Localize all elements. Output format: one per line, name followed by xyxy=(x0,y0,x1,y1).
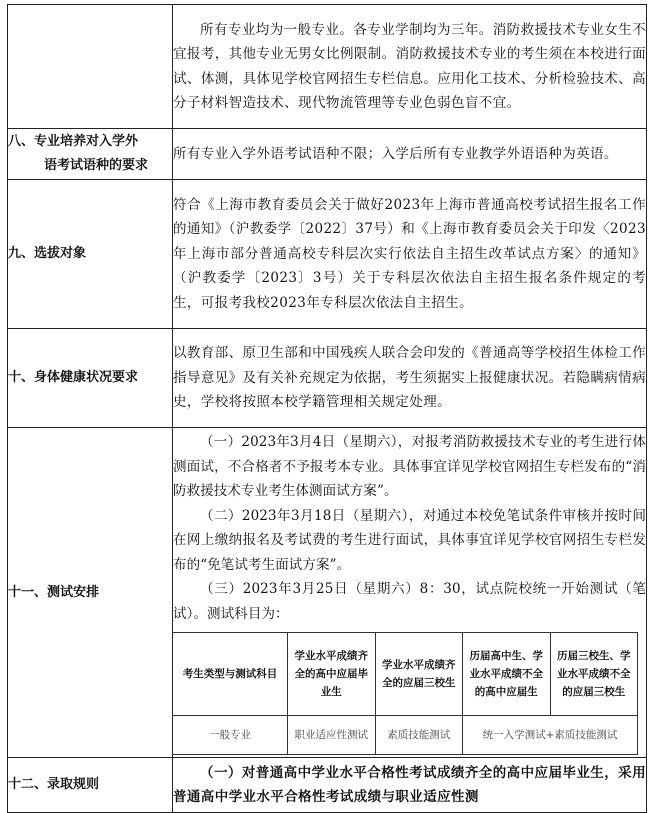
row-health-requirements xyxy=(8,329,647,428)
header-cell: 学业水平成绩齐全的高中应届毕业生 xyxy=(288,633,376,716)
row-label-empty xyxy=(8,5,173,129)
header-cell: 历届三校生、学业水平成绩不全的应届三校生 xyxy=(550,633,638,716)
value-cell: 统一入学测试+素质技能测试 xyxy=(463,716,638,755)
selection-target-content: 符合《上海市教育委员会关于做好2023年上海市普通高校考试招生报名工作的通知》（沪教委学〔2022〕37号）和《上海市教育委员会关于印发〈2023年上海市部分普通高校专科层次实行依法自主招生改革试点方案〉的通知》（沪教委学〔2023〕3号）关于专科层次依法自主招生报名条件规定的考生，可报考我校2023年专科层次依法自主招生。 xyxy=(173,180,647,329)
row-test-schedule xyxy=(8,428,647,758)
test-schedule-label: 十一、测试安排 xyxy=(8,428,173,758)
row-label-cell: 一般专业 xyxy=(173,716,288,755)
test-subjects-value-row xyxy=(173,716,638,755)
admission-rules-content: （一）对普通高中学业水平合格性考试成绩齐全的高中应届毕业生，采用普通高中学业水平合格性考试成绩与职业适应性测 xyxy=(173,758,647,813)
value-cell: 素质技能测试 xyxy=(375,716,463,755)
row-foreign-language xyxy=(8,129,647,180)
value-cell: 职业适应性测试 xyxy=(288,716,376,755)
schedule-item-2: （二）2023年3月18日（星期六），对通过本校免笔试条件审核并按时间在网上缴纳报名及考试费的考生进行面试，具体事宜详见学校官网招生专栏发布的“免笔试考生面试方案”。 xyxy=(173,507,646,573)
header-cell: 考生类型与测试科目 xyxy=(173,633,288,716)
health-requirements-content: 以教育部、原卫生部和中国残疾人联合会印发的《普通高等学校招生体检工作指导意见》及有关补充规定为依据，考生须据实上报健康状况。若隐瞒病情病史，学校将按照本校学籍管理相关规定处理。 xyxy=(173,329,647,428)
majors-content: 所有专业均为一般专业。各专业学制均为三年。消防救援技术专业女生不宜报考，其他专业无男女比例限制。消防救援技术专业的考生须在本校进行面试、体测，具体见学校官网招生专栏信息。应用化工技术、分析检验技术、高分子材料智造技术、现代物流管理等专业色弱色盲不宜。 xyxy=(173,5,647,129)
schedule-item-3: （三）2023年3月25日（星期六）8：30，试点院校统一开始测试（笔试）。测试科目为： xyxy=(173,581,646,622)
test-schedule-content xyxy=(173,428,647,758)
test-subjects-header-row xyxy=(173,633,638,716)
schedule-item-1: （一）2023年3月4日（星期六），对报考消防救援技术专业的考生进行体测面试，不合格者不予报考本专业。具体事宜详见学校官网招生专栏发布的“消防救援技术专业考生体测面试方案”。 xyxy=(173,434,646,499)
admission-rules-label: 十二、录取规则 xyxy=(8,758,173,813)
row-majors xyxy=(8,5,647,129)
foreign-language-label: 八、专业培养对入学外 语考试语种的要求 xyxy=(8,129,173,180)
test-subjects-table xyxy=(172,632,638,755)
row-admission-rules xyxy=(8,758,647,813)
row-selection-target xyxy=(8,180,647,329)
admission-rules-table xyxy=(7,4,647,813)
health-requirements-label: 十、身体健康状况要求 xyxy=(8,329,173,428)
foreign-language-content: 所有专业入学外语考试语种不限；入学后所有专业教学外语语种为英语。 xyxy=(173,129,647,180)
header-cell: 历届高中生、学业水平成绩不全的高中应届生 xyxy=(463,633,551,716)
selection-target-label: 九、选拔对象 xyxy=(8,180,173,329)
header-cell: 学业水平成绩齐全的应届三校生 xyxy=(375,633,463,716)
